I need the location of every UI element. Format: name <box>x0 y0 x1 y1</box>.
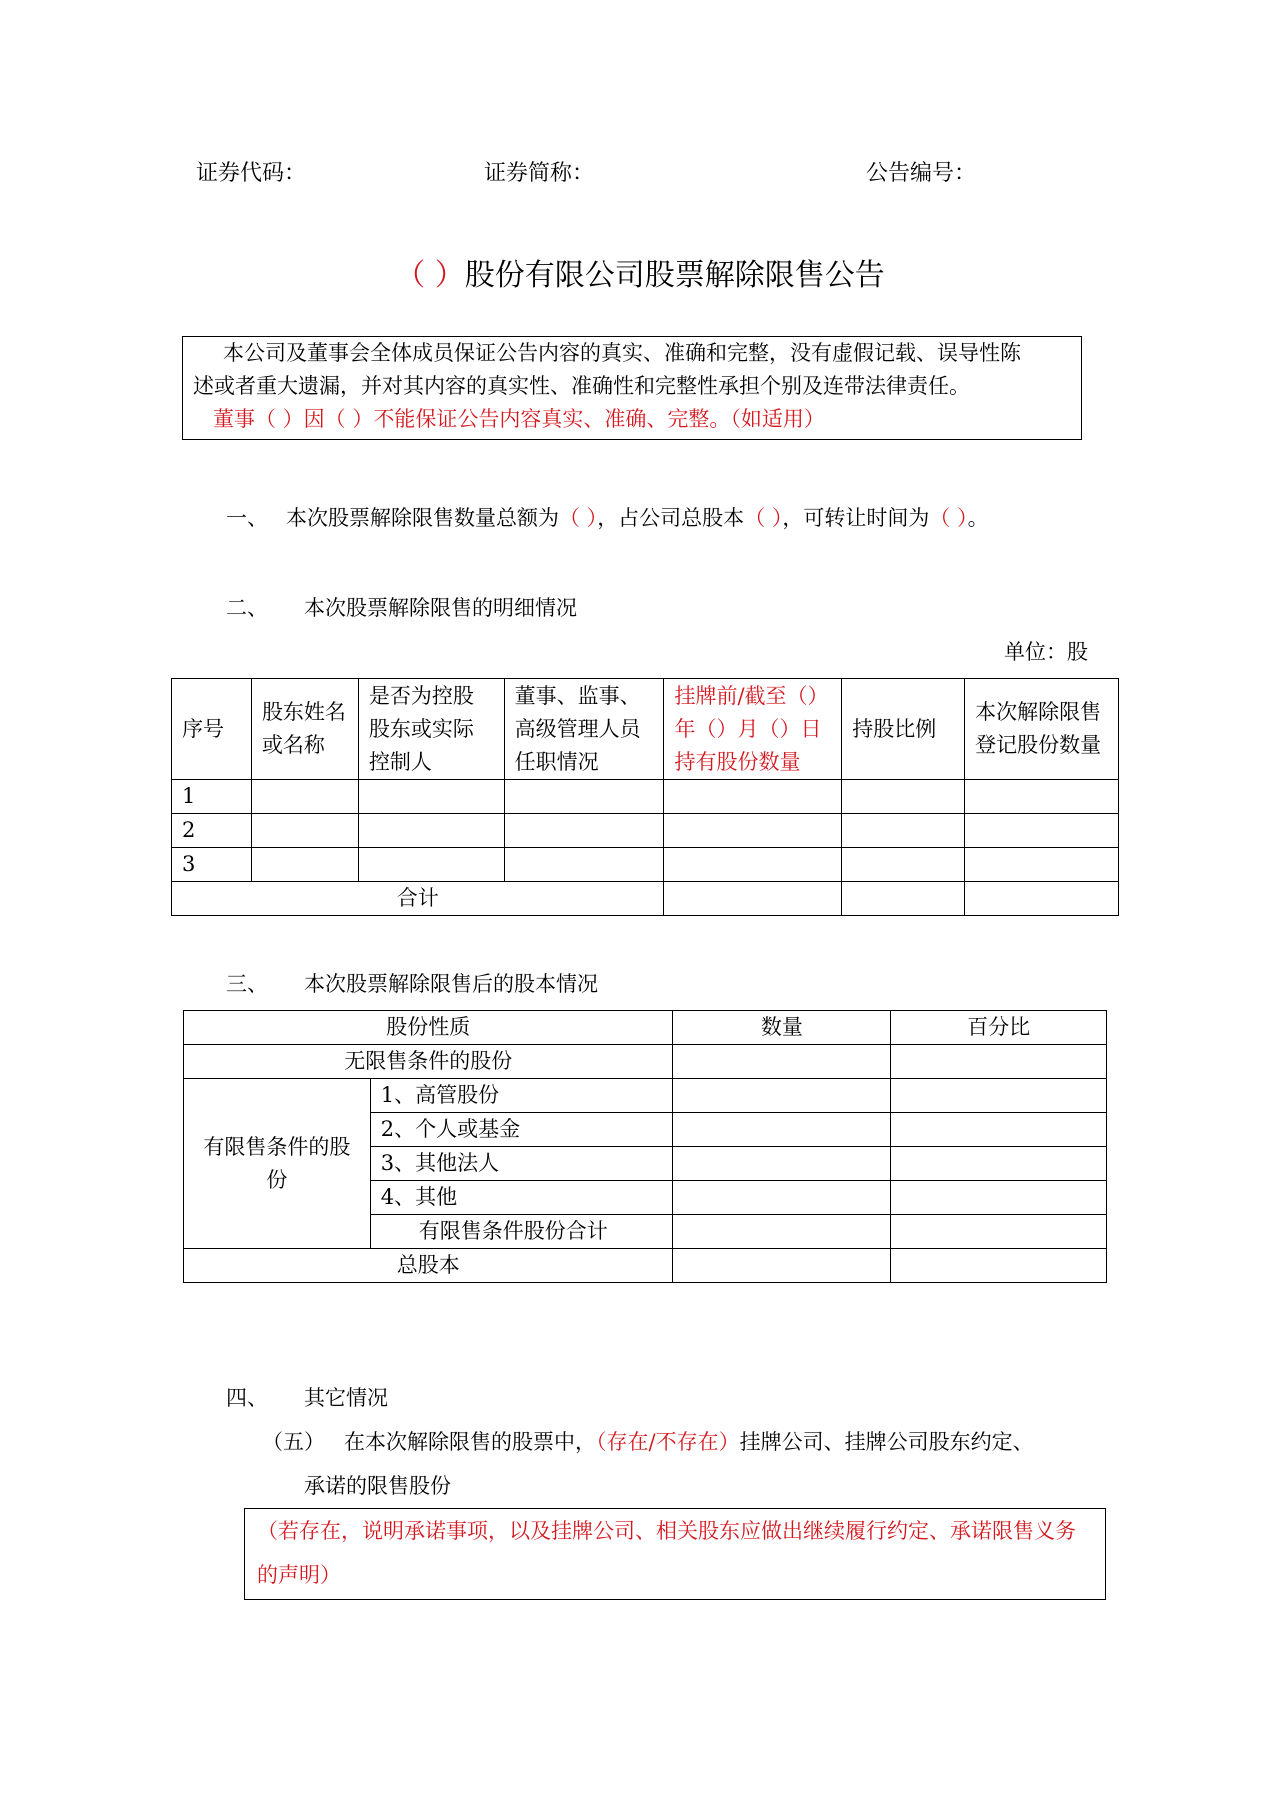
table-row <box>172 780 1119 814</box>
table-cell[interactable] <box>358 814 504 848</box>
share-capital-table <box>183 1010 1107 1283</box>
table-header-row <box>172 679 1119 780</box>
header-cell-position: 董事、监事、高级管理人员任职情况 <box>504 679 664 780</box>
table-row <box>172 814 1119 848</box>
statement-line-1: 本公司及董事会全体成员保证公告内容的真实、准确和完整，没有虚假记载、误导性陈 <box>223 341 1021 365</box>
header-cell-percentage: 百分比 <box>891 1011 1107 1045</box>
table-cell[interactable] <box>504 848 664 882</box>
table-cell[interactable] <box>965 780 1119 814</box>
header-cell-holdings: 挂牌前/截至（）年（）月（）日持有股份数量 <box>664 679 842 780</box>
section-1-blank-c: （ ） <box>929 506 968 530</box>
restricted-total-label: 有限售条件股份合计 <box>370 1215 673 1249</box>
item-5-line-2: 承诺的限售股份 <box>304 1474 451 1498</box>
table-total-row <box>184 1249 1107 1283</box>
notice-number-label: 公告编号： <box>866 161 977 186</box>
item-5-text-b: 挂牌公司、挂牌公司股东约定、 <box>739 1430 1034 1454</box>
sub-category-label: 3、其他法人 <box>370 1147 673 1181</box>
table-cell[interactable] <box>664 814 842 848</box>
section-3-title: 本次股票解除限售后的股本情况 <box>304 972 598 996</box>
security-code-label: 证券代码： <box>196 161 307 186</box>
table-cell[interactable] <box>673 1215 891 1249</box>
section-1-text-c: ，可转让时间为 <box>782 506 930 530</box>
table-cell[interactable] <box>673 1045 891 1079</box>
table-cell[interactable] <box>504 780 664 814</box>
release-detail-table <box>171 678 1119 916</box>
table-cell[interactable] <box>842 882 965 916</box>
table-cell[interactable] <box>664 848 842 882</box>
statement-box <box>182 336 1082 440</box>
item-5-text <box>344 1426 1034 1456</box>
row-index: 3 <box>172 848 252 882</box>
section-1-blank-b: （ ） <box>744 506 783 530</box>
section-1-blank-a: （ ） <box>559 506 598 530</box>
section-1-text-d: 。 <box>967 506 989 530</box>
section-4-number: 四、 <box>226 1386 268 1410</box>
table-cell[interactable] <box>251 848 358 882</box>
header-cell-controlling: 是否为控股股东或实际控制人 <box>358 679 504 780</box>
sub-category-label: 2、个人或基金 <box>370 1113 673 1147</box>
table-cell[interactable] <box>673 1079 891 1113</box>
section-1-number: 一、 <box>226 506 268 530</box>
table-cell[interactable] <box>673 1249 891 1283</box>
sub-category-label: 4、其他 <box>370 1181 673 1215</box>
header-cell-index: 序号 <box>172 679 252 780</box>
table-row <box>184 1045 1107 1079</box>
header-cell-holder-name: 股东姓名或名称 <box>251 679 358 780</box>
table-cell[interactable] <box>842 814 965 848</box>
table-cell[interactable] <box>965 882 1119 916</box>
unrestricted-shares-label: 无限售条件的股份 <box>184 1045 673 1079</box>
table-cell[interactable] <box>504 814 664 848</box>
header-cell-release-qty: 本次解除限售登记股份数量 <box>965 679 1119 780</box>
statement-line-3: 董事（ ）因（ ）不能保证公告内容真实、准确、完整。（如适用） <box>213 407 825 431</box>
sub-category-label: 1、高管股份 <box>370 1079 673 1113</box>
table-cell[interactable] <box>891 1249 1107 1283</box>
section-4-title: 其它情况 <box>304 1386 388 1410</box>
row-index: 1 <box>172 780 252 814</box>
table-cell[interactable] <box>358 780 504 814</box>
table-cell[interactable] <box>673 1147 891 1181</box>
unit-label: 单位：股 <box>1004 640 1088 664</box>
table-cell[interactable] <box>842 848 965 882</box>
table-cell[interactable] <box>965 848 1119 882</box>
table-cell[interactable] <box>891 1181 1107 1215</box>
table-cell[interactable] <box>664 780 842 814</box>
item-5-text-a: 在本次解除限售的股票中， <box>344 1430 596 1454</box>
table-cell[interactable] <box>891 1215 1107 1249</box>
restricted-shares-label: 有限售条件的股份 <box>184 1079 371 1249</box>
section-1-text-a: 本次股票解除限售数量总额为 <box>286 506 559 530</box>
header-cell-quantity: 数量 <box>673 1011 891 1045</box>
title-main: 股份有限公司股票解除限售公告 <box>464 258 885 293</box>
row-index: 2 <box>172 814 252 848</box>
item-5-choice: （存在/不存在） <box>596 1430 740 1454</box>
section-1-text-b: ，占公司总股本 <box>597 506 745 530</box>
security-short-name-label: 证券简称： <box>484 161 595 186</box>
table-cell[interactable] <box>673 1181 891 1215</box>
table-cell[interactable] <box>251 780 358 814</box>
header-cell-ratio: 持股比例 <box>842 679 965 780</box>
item-5-number: （五） <box>262 1430 325 1454</box>
table-cell[interactable] <box>891 1113 1107 1147</box>
table-cell[interactable] <box>891 1045 1107 1079</box>
total-capital-label: 总股本 <box>184 1249 673 1283</box>
page-title <box>0 250 1280 294</box>
table-header-row <box>184 1011 1107 1045</box>
section-2-number: 二、 <box>226 596 268 620</box>
section-1-text <box>286 502 989 532</box>
table-row <box>172 848 1119 882</box>
table-cell[interactable] <box>891 1079 1107 1113</box>
table-total-row <box>172 882 1119 916</box>
commitment-note-box: （若存在，说明承诺事项，以及挂牌公司、相关股东应做出继续履行约定、承诺限售义务的声明） <box>244 1508 1106 1600</box>
table-cell[interactable] <box>251 814 358 848</box>
table-cell[interactable] <box>891 1147 1107 1181</box>
total-label: 合计 <box>172 882 664 916</box>
table-cell[interactable] <box>664 882 842 916</box>
section-3-number: 三、 <box>226 972 268 996</box>
table-cell[interactable] <box>965 814 1119 848</box>
section-2-title: 本次股票解除限售的明细情况 <box>304 596 577 620</box>
table-cell[interactable] <box>842 780 965 814</box>
table-row <box>184 1079 1107 1113</box>
title-blank: （ ） <box>395 258 465 293</box>
table-cell[interactable] <box>358 848 504 882</box>
table-cell[interactable] <box>673 1113 891 1147</box>
statement-line-2: 述或者重大遗漏，并对其内容的真实性、准确性和完整性承担个别及连带法律责任。 <box>193 374 970 398</box>
header-cell-nature: 股份性质 <box>184 1011 673 1045</box>
